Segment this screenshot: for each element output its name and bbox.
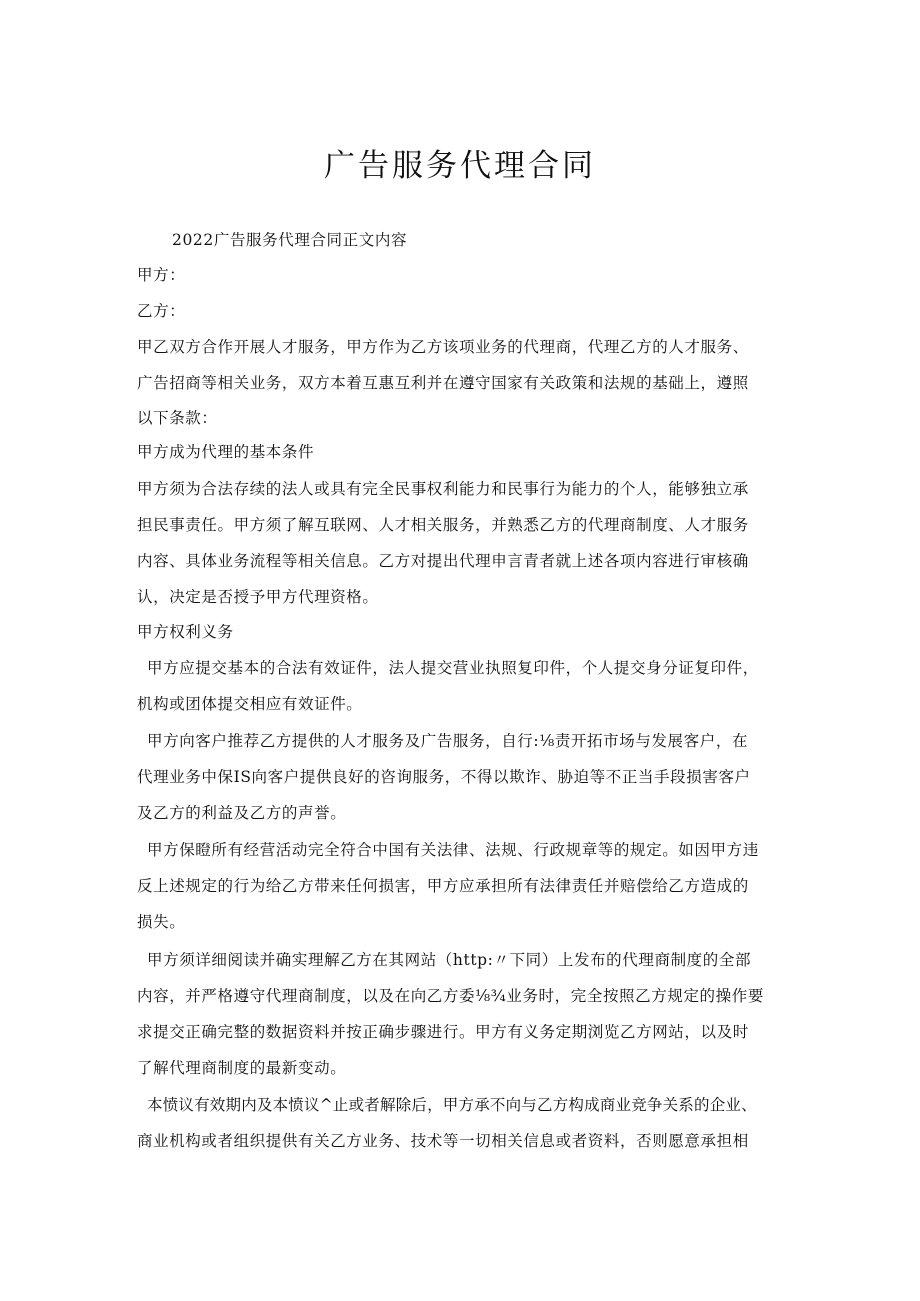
paragraph-line: 甲方保瞪所有经营活动完全符合中国有关法律、法规、行政规章等的规定。如因甲方违 bbox=[147, 841, 759, 859]
paragraph-line: 反上述规定的行为给乙方带来任何损害，甲方应承担所有法律责任并赔偿给乙方造成的 bbox=[137, 877, 749, 895]
paragraph-line: 内容、具体业务流程等相关信息。乙方对提出代理申言青者就上述各项内容进行审核确 bbox=[137, 552, 749, 570]
paragraph-line: 广告招商等相关业务，双方本着互惠互利并在遵守国家有关政策和法规的基础上，遵照 bbox=[137, 374, 749, 392]
intro-line: 2022广告服务代理合同正文内容 bbox=[172, 231, 408, 249]
paragraph-line: 甲乙双方合作开展人才服务，甲方作为乙方该项业务的代理商，代理乙方的人才服务、 bbox=[137, 338, 749, 356]
paragraph-line: 担民事责任。甲方须了解互联网、人才相关服务，并熟悉乙方的代理商制度、人才服务 bbox=[137, 516, 749, 534]
paragraph-line: 以下条款： bbox=[137, 409, 218, 427]
paragraph-line: 机构或团体提交相应有效证件。 bbox=[137, 695, 363, 713]
section-heading: 甲方权利义务 bbox=[137, 623, 234, 641]
paragraph-line: 求提交正确完整的数据资料并按正确步骤进行。甲方有义务定期浏览乙方网站，以及时 bbox=[137, 1023, 749, 1041]
paragraph-line: 了解代理商制度的最新变动。 bbox=[137, 1059, 347, 1077]
paragraph-line: 甲方向客户推荐乙方提供的人才服务及广告服务，自行:⅛责开拓市场与发展客户，在 bbox=[147, 732, 749, 750]
paragraph-line: 甲方须详细阅读并确实理解乙方在其网站（http:〃下同）上发布的代理商制度的全部 bbox=[147, 951, 752, 969]
paragraph-line: 商业机构或者组织提供有关乙方业务、技术等一切相关信息或者资料，否则愿意承担相 bbox=[137, 1132, 749, 1150]
paragraph-line: 认，决定是否授予甲方代理资格。 bbox=[137, 588, 379, 606]
paragraph-line: 内容，并严格遵守代理商制度，以及在向乙方委⅛¾业务时，完全按照乙方规定的操作要 bbox=[137, 987, 764, 1005]
paragraph-line: 及乙方的利益及乙方的声誉。 bbox=[137, 804, 347, 822]
paragraph-line: 本愤议有效期内及本愤议^止或者解除后，甲方承不向与乙方构成商业竞争关系的企业、 bbox=[147, 1096, 757, 1114]
paragraph-line: 甲方须为合法存续的法人或具有完全民事权利能力和民事行为能力的个人，能够独立承 bbox=[137, 480, 749, 498]
party-a-label: 甲方： bbox=[137, 266, 186, 284]
paragraph-line: 代理业务中保IS向客户提供良好的咨询服务，不得以欺诈、胁迫等不正当手段损害客户 bbox=[137, 768, 751, 786]
paragraph-line: 甲方应提交基本的合法有效证件，法人提交营业执照复印件，个人提交身分证复印件， bbox=[147, 659, 759, 677]
document-title: 广告服务代理合同 bbox=[324, 148, 596, 184]
paragraph-line: 损失。 bbox=[137, 913, 186, 931]
section-heading: 甲方成为代理的基本条件 bbox=[137, 443, 315, 461]
party-b-label: 乙方： bbox=[137, 302, 186, 320]
